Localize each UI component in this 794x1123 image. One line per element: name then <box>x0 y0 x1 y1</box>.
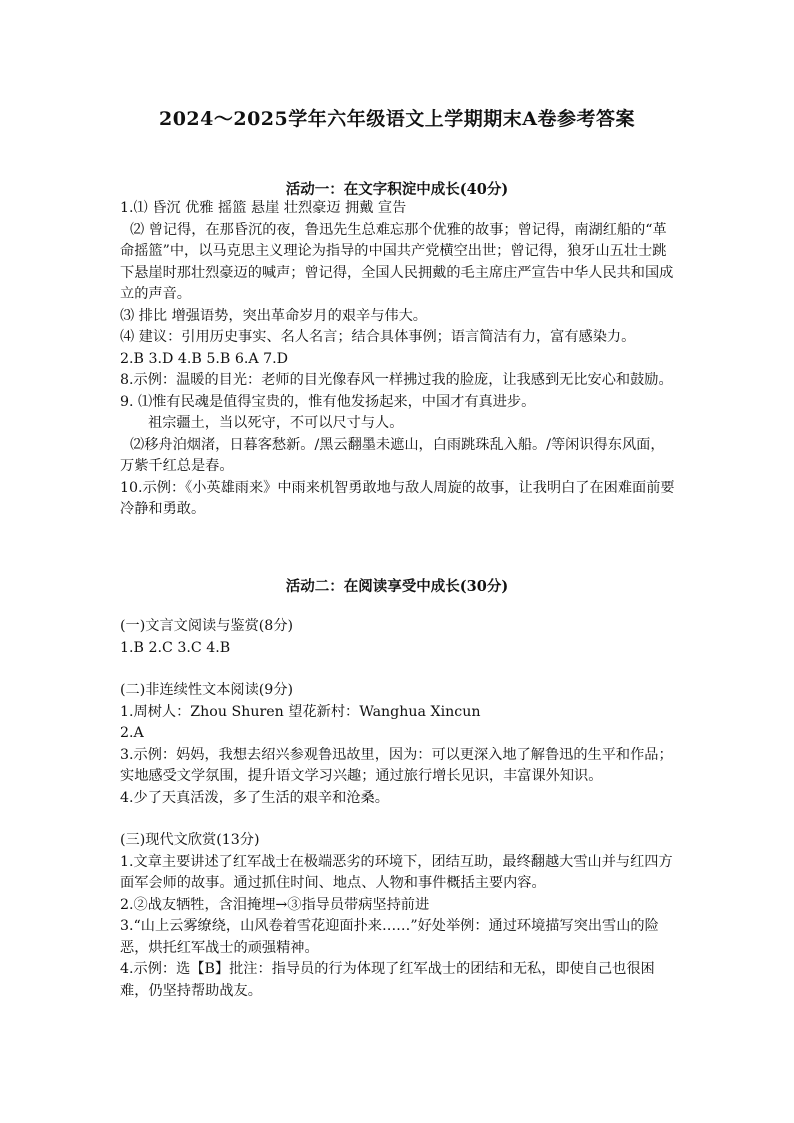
part-3-heading: (三)现代文欣赏(13分) <box>120 832 260 848</box>
answer-9-1: 9. ⑴惟有民魂是值得宝贵的，惟有他发扬起来，中国才有真进步。 <box>120 393 536 410</box>
answer-1-1: 1.⑴ 昏沉 优雅 摇篮 悬崖 壮烈豪迈 拥戴 宣告 <box>120 200 407 216</box>
part-2-heading: (二)非连续性文本阅读(9分) <box>120 682 294 698</box>
spacer <box>120 659 676 680</box>
part-2-answer-3: 3.示例：妈妈，我想去绍兴参观鲁迅故里，因为：可以更深入地了解鲁迅的生平和作品；实地感受文学氛围，提升语文学习兴趣；通过旅行增长见识，丰富课外知识。 <box>120 746 673 784</box>
answer-9-2: ⑵移舟泊烟渚，日暮客愁新。/黑云翻墨未遮山，白雨跳珠乱入船。/等闲识得东风面，万紫千红总是春。 <box>120 436 665 474</box>
answer-2-7: 2.B 3.D 4.B 5.B 6.A 7.D <box>120 350 289 367</box>
part-3-answer-3: 3.“山上云雾缭绕，山风卷着雪花迎面扑来……”好处举例：通过环境描写突出雪山的险恶，烘托红军战士的顽强精神。 <box>120 918 659 956</box>
section-2-content <box>120 616 676 1002</box>
answer-9-1-continued: 祖宗疆土，当以死守，不可以尺寸与人。 <box>148 415 404 431</box>
part-2-answer-2: 2.A <box>120 725 144 741</box>
answer-10: 10.示例：《小英雄雨来》中雨来机智勇敢地与敌人周旋的故事，让我明白了在困难面前要冷静和勇敢。 <box>120 479 675 517</box>
part-1-answers: 1.B 2.C 3.C 4.B <box>120 639 231 656</box>
spacer <box>120 809 676 830</box>
section-2-heading: 活动二：在阅读享受中成长(30分) <box>285 578 509 595</box>
page-title: 2024～2025学年六年级语文上学期期末A卷参考答案 <box>158 108 635 130</box>
answer-1-4: ⑷ 建议：引用历史事实、名人名言；结合具体事例；语言简洁有力，富有感染力。 <box>120 329 636 345</box>
answer-1-2: ⑵ 曾记得，在那昏沉的夜，鲁迅先生总难忘那个优雅的故事；曾记得，南湖红船的“革命摇篮”中，以马克思主义理论为指导的中国共产党横空出世；曾记得，狼牙山五壮士跳下悬崖时那壮烈豪迈的喊声；曾记得，全国人民拥戴的毛主席庄严宣告中华人民共和国成立的声音。 <box>120 221 674 302</box>
part-2-answer-1: 1.周树人：Zhou Shuren 望花新村：Wanghua Xincun <box>120 703 481 720</box>
answer-1-3: ⑶ 排比 增强语势，突出革命岁月的艰辛与伟大。 <box>120 307 427 324</box>
part-3-answer-4: 4.示例：选【B】批注：指导员的行为体现了红军战士的团结和无私，即使自己也很困难，仍坚持帮助战友。 <box>120 961 655 999</box>
part-3-answer-2: 2.②战友牺牲，含泪掩埋→③指导员带病坚持前进 <box>120 896 430 913</box>
part-3-answer-1: 1.文章主要讲述了红军战士在极端恶劣的环境下，团结互助，最终翻越大雪山并与红四方面军会师的故事。通过抓住时间、地点、人物和事件概括主要内容。 <box>120 853 673 891</box>
part-2-answer-4: 4.少了天真活泼，多了生活的艰辛和沧桑。 <box>120 789 389 806</box>
answer-8: 8.示例：温暖的目光：老师的目光像春风一样拂过我的脸庞，让我感到无比安心和鼓励。 <box>120 372 673 388</box>
section-1-heading: 活动一：在文字积淀中成长(40分) <box>285 181 509 198</box>
section-1-content <box>120 198 676 521</box>
part-1-heading: (一)文言文阅读与鉴赏(8分) <box>120 618 294 634</box>
